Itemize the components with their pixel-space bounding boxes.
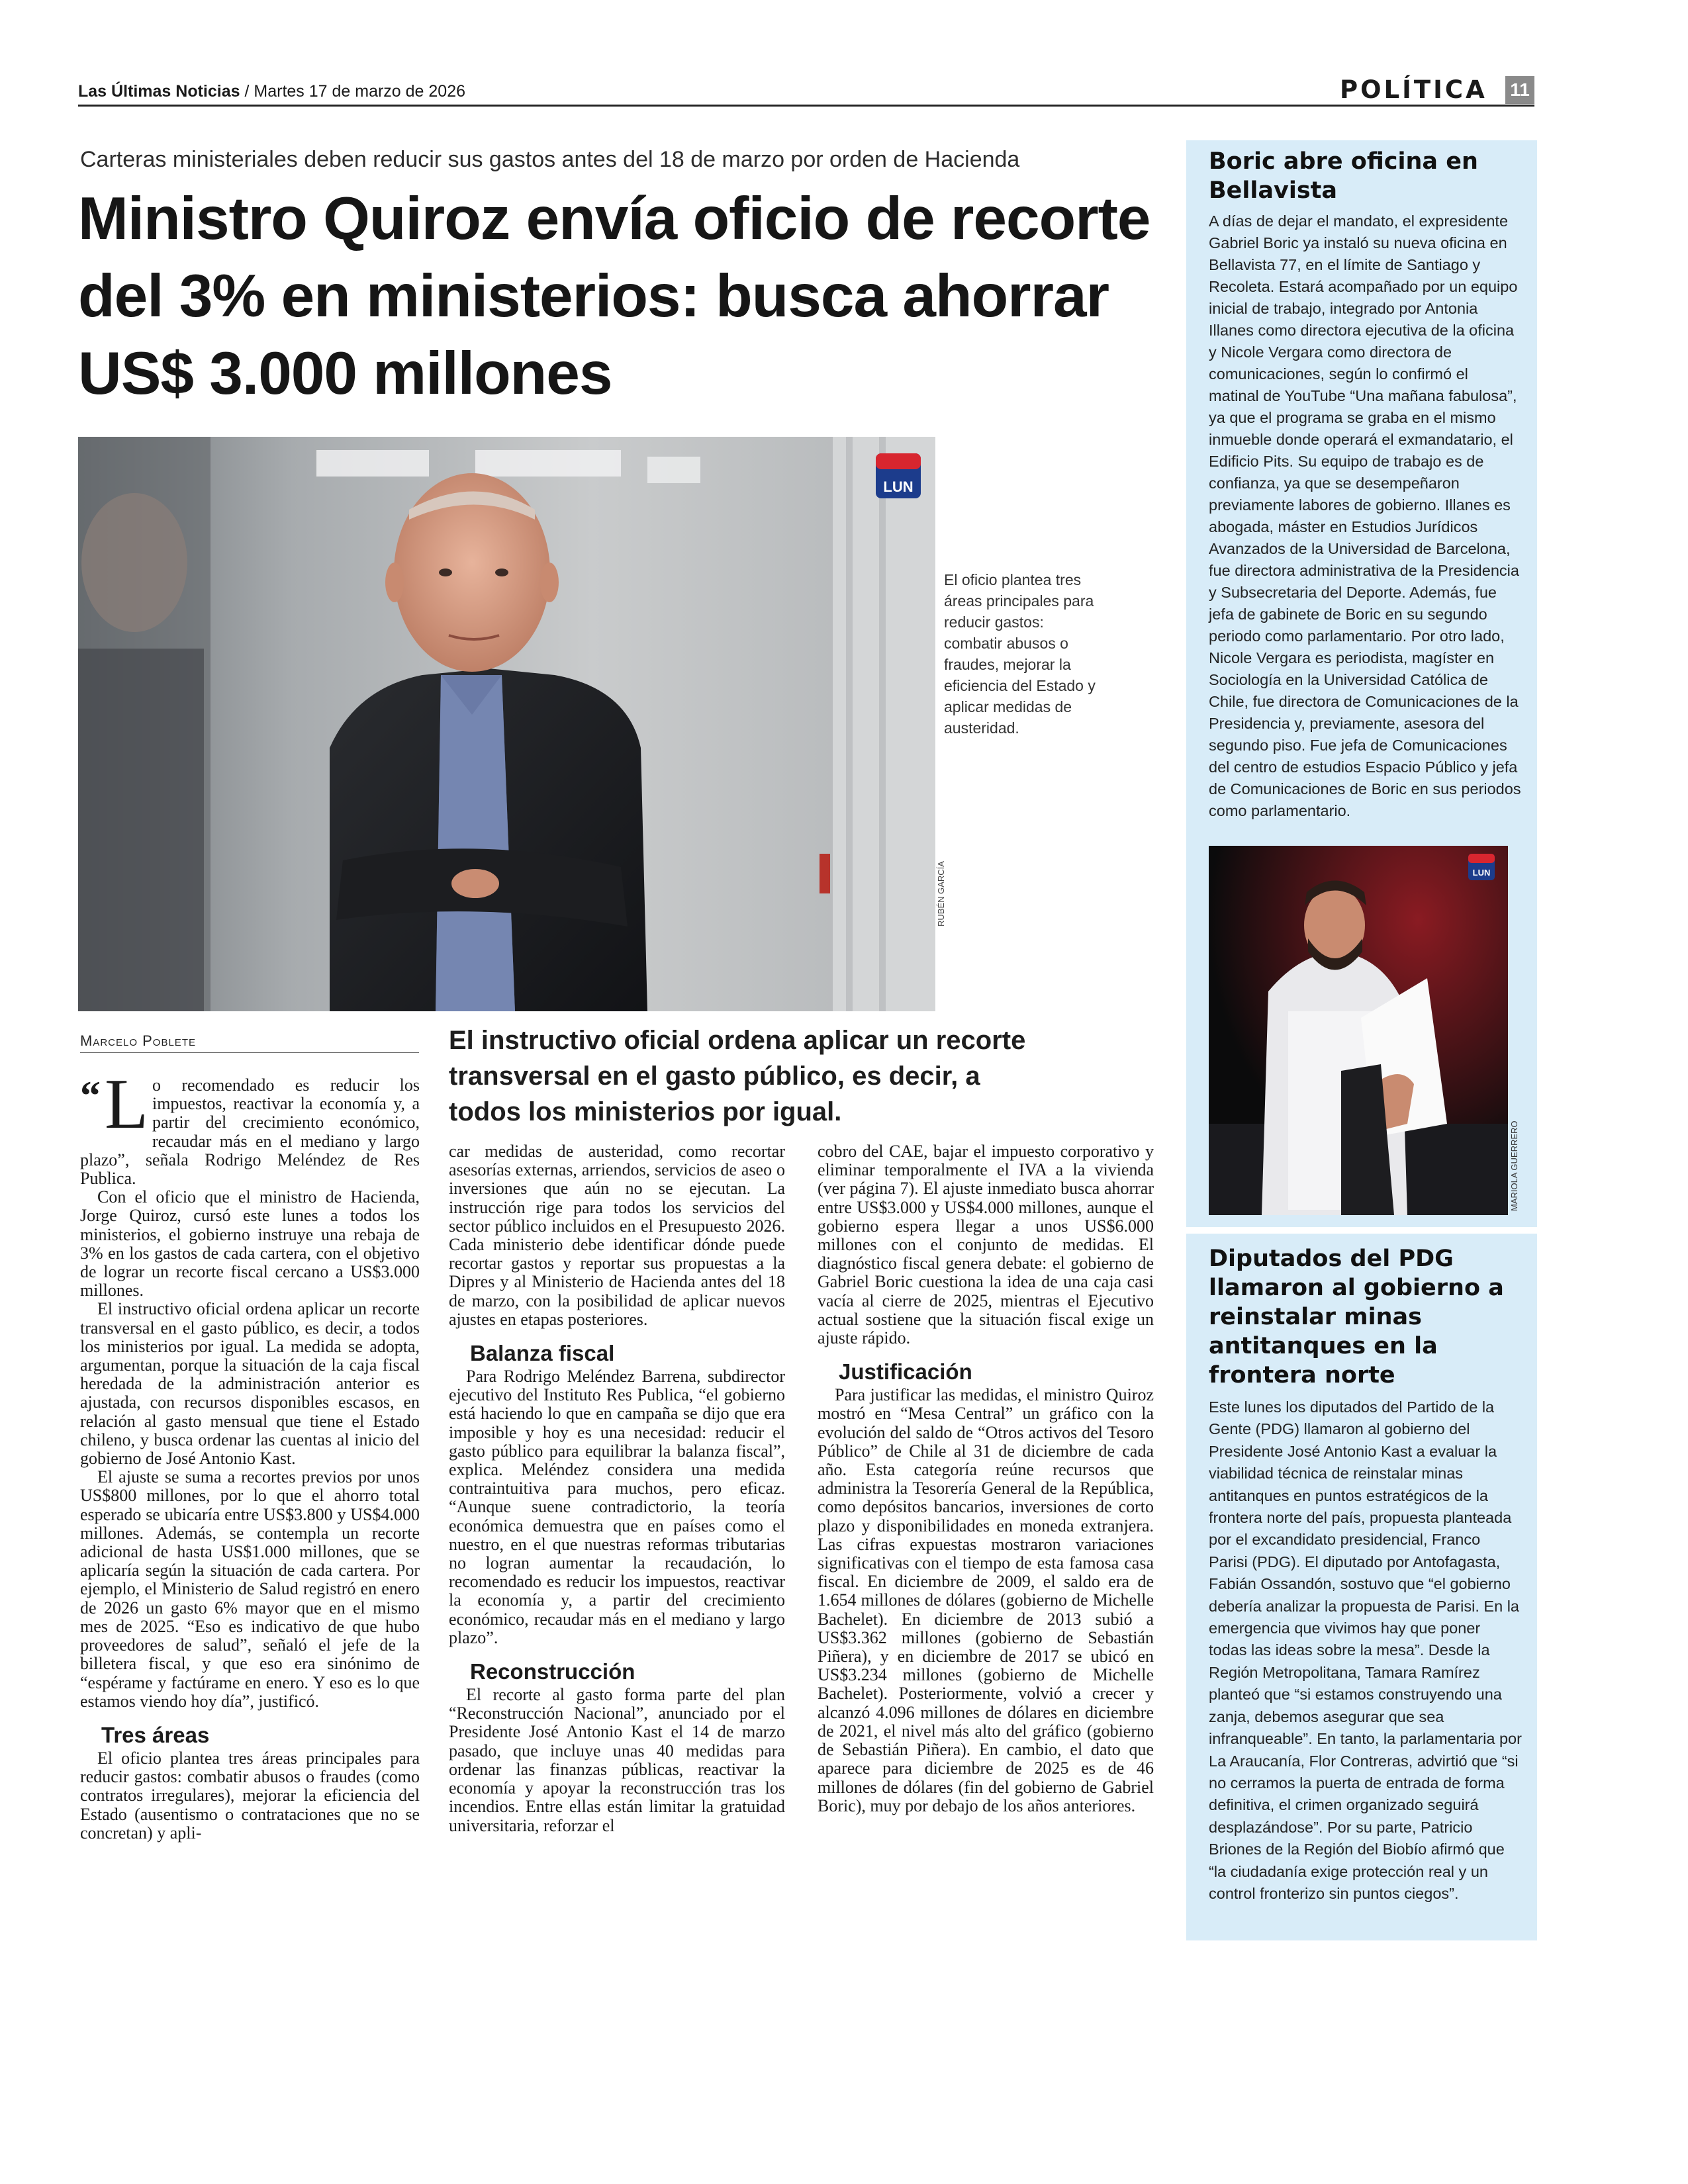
headline: Ministro Quiroz envía oficio de recorte del 3% en ministerios: busca ahorrar US$ 3.000 millones bbox=[78, 185, 1150, 407]
photo-caption: El oficio plantea tres áreas principales para reducir gastos: combatir abusos o fraudes, mejorar la eficiencia del Estado y aplicar medidas de austeridad. bbox=[944, 571, 1096, 737]
header-rule bbox=[78, 105, 1534, 107]
article-column-2 bbox=[449, 1142, 785, 1835]
paragraph: Con el oficio que el ministro de Hacienda, Jorge Quiroz, cursó este lunes a todos los ministerios, el gobierno instruye una rebaja de 3% en los gastos de cada cartera, con el objetivo de lograr un recorte fiscal cercano a US$3.000 millones. bbox=[80, 1187, 420, 1300]
sidebar-photo-credit: MARIOLA GUERRERO bbox=[1509, 1120, 1519, 1211]
photo-credit: RUBÉN GARCÍA bbox=[936, 861, 946, 927]
drop-cap: L bbox=[105, 1065, 148, 1144]
paragraph: El oficio plantea tres áreas principales para reducir gastos: combatir abusos o fraudes (como contratos irregulares), mejorar la eficiencia del Estado (ausentismo o contrataciones que no se concretan) y apli- bbox=[80, 1748, 420, 1843]
publication-name: Las Últimas Noticias bbox=[78, 82, 240, 101]
article-column-3 bbox=[818, 1142, 1154, 1815]
article-column-1 bbox=[80, 1065, 420, 1843]
subhead-justificacion: Justificación bbox=[839, 1359, 972, 1385]
paragraph: cobro del CAE, bajar el impuesto corporativo y eliminar temporalmente el IVA a la vivienda (ver página 7). El ajuste inmediato busca ahorrar entre US$3.000 y US$4.000 millones, aunque el gobierno espera llegar a unos US$6.000 millones con el conjunto de medidas. El diagnóstico fiscal genera debate: el gobierno de Gabriel Boric cuestiona la idea de una caja casi vacía al cierre de 2025, mientras el Ejecutivo actual sostiene que la situación fiscal exige un ajuste rápido. bbox=[818, 1142, 1154, 1348]
paragraph: El recorte al gasto forma parte del plan “Reconstrucción Nacional”, anunciado por el Presidente José Antonio Kast el 14 de marzo pasado, que incluye unas 40 medidas para ordenar las finanzas públicas, reactivar la economía y apoyar la reconstrucción tras los incendios. Entre ellas están limitar la gratuidad universitaria, reforzar el bbox=[449, 1685, 785, 1835]
sidebar-photo-badge: LUN bbox=[1472, 868, 1491, 878]
section-label: POLÍTICA bbox=[1340, 75, 1487, 104]
byline: Marcelo Poblete bbox=[80, 1032, 196, 1049]
sidebar-title-pdg: Diputados del PDG llamaron al gobierno a reinstalar minas antitanques en la frontera norte bbox=[1209, 1246, 1504, 1388]
lead-text: o recomendado es reducir los impuestos, reactivar la economía y, a partir del crecimiento económico, recaudar más en el mediano y largo plazo”, señala Rodrigo Meléndez de Res Publica. bbox=[80, 1075, 420, 1189]
paragraph: El ajuste se suma a recortes previos por unos US$800 millones, por lo que el ahorro total esperado se ubicaría entre US$3.800 y US$4.000 millones. Además, se contempla un recorte adicional de hasta US$1.000 millones, que se aplicaría según la situación de cada cartera. Por ejemplo, el Ministerio de Salud registró en enero de 2026 un gasto 6% mayor que en el mismo mes de 2025. “Eso es indicativo de que hubo proveedores de salud”, señaló el jefe de la billetera fiscal, y que eso era sinónimo de “espérame y factúrame en enero. Y eso es lo que estamos viendo hoy día”, justificó. bbox=[80, 1467, 420, 1711]
lead-paragraph bbox=[80, 1065, 420, 1189]
byline-rule bbox=[80, 1052, 419, 1053]
issue-date-separator: / bbox=[244, 82, 254, 101]
sidebar-body-pdg: Este lunes los diputados del Partido de la Gente (PDG) llamaron al gobierno del Presidente José Antonio Kast a evaluar la viabilidad técnica de reinstalar minas antitanques en puntos estratégicos de la frontera norte del país, propuesta planteada por el excandidato presidencial, Franco Parisi (PDG). El diputado por Antofagasta, Fabián Ossandón, sostuvo que “el gobierno debería analizar la propuesta de Parisi. En la emergencia que vivimos hay que poner todas las ideas sobre la mesa”. Desde la Región Metropolitana, Tamara Ramírez planteó que “si estamos construyendo una zanja, debemos asegurar que sea infranqueable”. En tanto, la parlamentaria por La Araucanía, Flor Contreras, advirtió que “si no cerramos la puerta de entrada de forma definitiva, el crimen organizado seguirá desplazándose”. Por su parte, Patricio Briones de la Región del Biobío afirmó que “la ciudadanía exige protección real y un control fronterizo sin puntos ciegos”. bbox=[1209, 1398, 1522, 1902]
pull-quote: El instructivo oficial ordena aplicar un recorte transversal en el gasto público, es decir, a todos los ministerios por igual. bbox=[449, 1026, 1026, 1126]
kicker: Carteras ministeriales deben reducir sus gastos antes del 18 de marzo por orden de Hacienda bbox=[80, 147, 1020, 172]
sidebar-title-boric: Boric abre oficina en Bellavista bbox=[1209, 148, 1478, 204]
subhead-reconstruccion: Reconstrucción bbox=[470, 1659, 635, 1684]
page-number: 11 bbox=[1505, 76, 1534, 104]
subhead-balanza-fiscal: Balanza fiscal bbox=[470, 1341, 615, 1366]
subhead-tres-areas: Tres áreas bbox=[101, 1722, 210, 1747]
paragraph: El instructivo oficial ordena aplicar un recorte transversal en el gasto público, es decir, a todos los ministerios por igual. La medida se adopta, argumentan, porque la situación de la caja fiscal heredada de la administración anterior es ajustada, con recursos disponibles escasos, en relación al gasto mensual que tiene el Estado chileno, y busca ordenar las cuentas al inicio del gobierno de José Antonio Kast. bbox=[80, 1299, 420, 1469]
drop-quote-mark: “ bbox=[80, 1073, 101, 1118]
paragraph: Para justificar las medidas, el ministro Quiroz mostró en “Mesa Central” un gráfico con la evolución del saldo de “Otros activos del Tesoro Público” de Chile al 31 de diciembre de cada año. Esta categoría reúne recursos que administra la Tesorería General de la República, como depósitos bancarios, inversiones de corto plazo y disponibilidades en moneda extranjera. Las cifras expuestas mostraron variaciones significativas con el tiempo de esta famosa casa fiscal. En diciembre de 2009, el saldo era de 1.654 millones de dólares (gobierno de Michelle Bachelet). En diciembre de 2013 subió a US$3.362 millones (gobierno de Sebastián Piñera), y en diciembre de 2017 se ubicó en US$3.234 millones (gobierno de Michelle Bachelet). Posteriormente, volvió a crecer y alcanzó 4.096 millones de dólares en diciembre de 2021, el nivel más alto del gráfico (gobierno de Sebastián Piñera). En cambio, el dato que aparece para diciembre de 2025 es de 46 millones de dólares (fin del gobierno de Gabriel Boric), muy por debajo de los años anteriores. bbox=[818, 1385, 1154, 1815]
issue-date: Martes 17 de marzo de 2026 bbox=[254, 82, 466, 101]
photo-badge: LUN bbox=[883, 478, 914, 495]
masthead bbox=[78, 82, 465, 101]
paragraph: Para Rodrigo Meléndez Barrena, subdirector ejecutivo del Instituto Res Publica, “el gobierno está haciendo lo que en campaña se dijo que era imposible y hoy es una necesidad: reducir el gasto público para equilibrar la balanza fiscal”, explica. Meléndez considera una medida contraintuitiva para muchos, pero eficaz. “Aunque suene contradictorio, la teoría económica demuestra que en países como el nuestro, en el que nuestras reformas tributarias no logran aumentar la recaudación, lo recomendado es reducir los impuestos, reactivar la economía y, a partir del crecimiento económico, recaudar más en el mediano y largo plazo”. bbox=[449, 1367, 785, 1647]
sidebar-photo bbox=[1209, 846, 1508, 1215]
sidebar-body-boric: A días de dejar el mandato, el expresidente Gabriel Boric ya instaló su nueva oficina en Bellavista 77, en el límite de Santiago y Recoleta. Estará acompañado por un equipo inicial de trabajo, integrado por Antonia Illanes como directora ejecutiva de la oficina y Nicole Vergara como directora de comunicaciones, según lo confirmó el matinal de YouTube “Una mañana fabulosa”, ya que el programa se graba en el mismo inmueble donde operará el exmandatario, el Edificio Pits. Su equipo de trabajo es de confianza, ya que se desempeñaron previamente labores de gobierno. Illanes es abogada, máster en Estudios Jurídicos Avanzados de la Universidad de Barcelona, fue directora administrativa de la Presidencia y Subsecretaria del Deporte. Además, fue jefa de gabinete de Boric en su segundo periodo como parlamentario. Por otro lado, Nicole Vergara es periodista, magíster en Sociología en la Universidad Católica de Chile, fue directora de Comunicaciones de la Presidencia y, previamente, asesora del segundo piso. Fue jefa de Comunicaciones del centro de estudios Espacio Público y jefa de Comunicaciones de Boric en sus periodos como parlamentario. bbox=[1209, 212, 1521, 819]
main-photo bbox=[78, 437, 935, 1011]
paragraph: car medidas de austeridad, como recortar asesorías externas, arriendos, servicios de aseo o inversiones que aún no se ejecutan. La instrucción rige para todos los servicios del sector público incluidos en el Presupuesto 2026. Cada ministerio debe identificar dónde puede recortar gastos y reportar sus propuestas a la Dipres y al Ministerio de Hacienda antes del 18 de marzo, con la posibilidad de aplicar nuevos ajustes en etapas posteriores. bbox=[449, 1142, 785, 1329]
